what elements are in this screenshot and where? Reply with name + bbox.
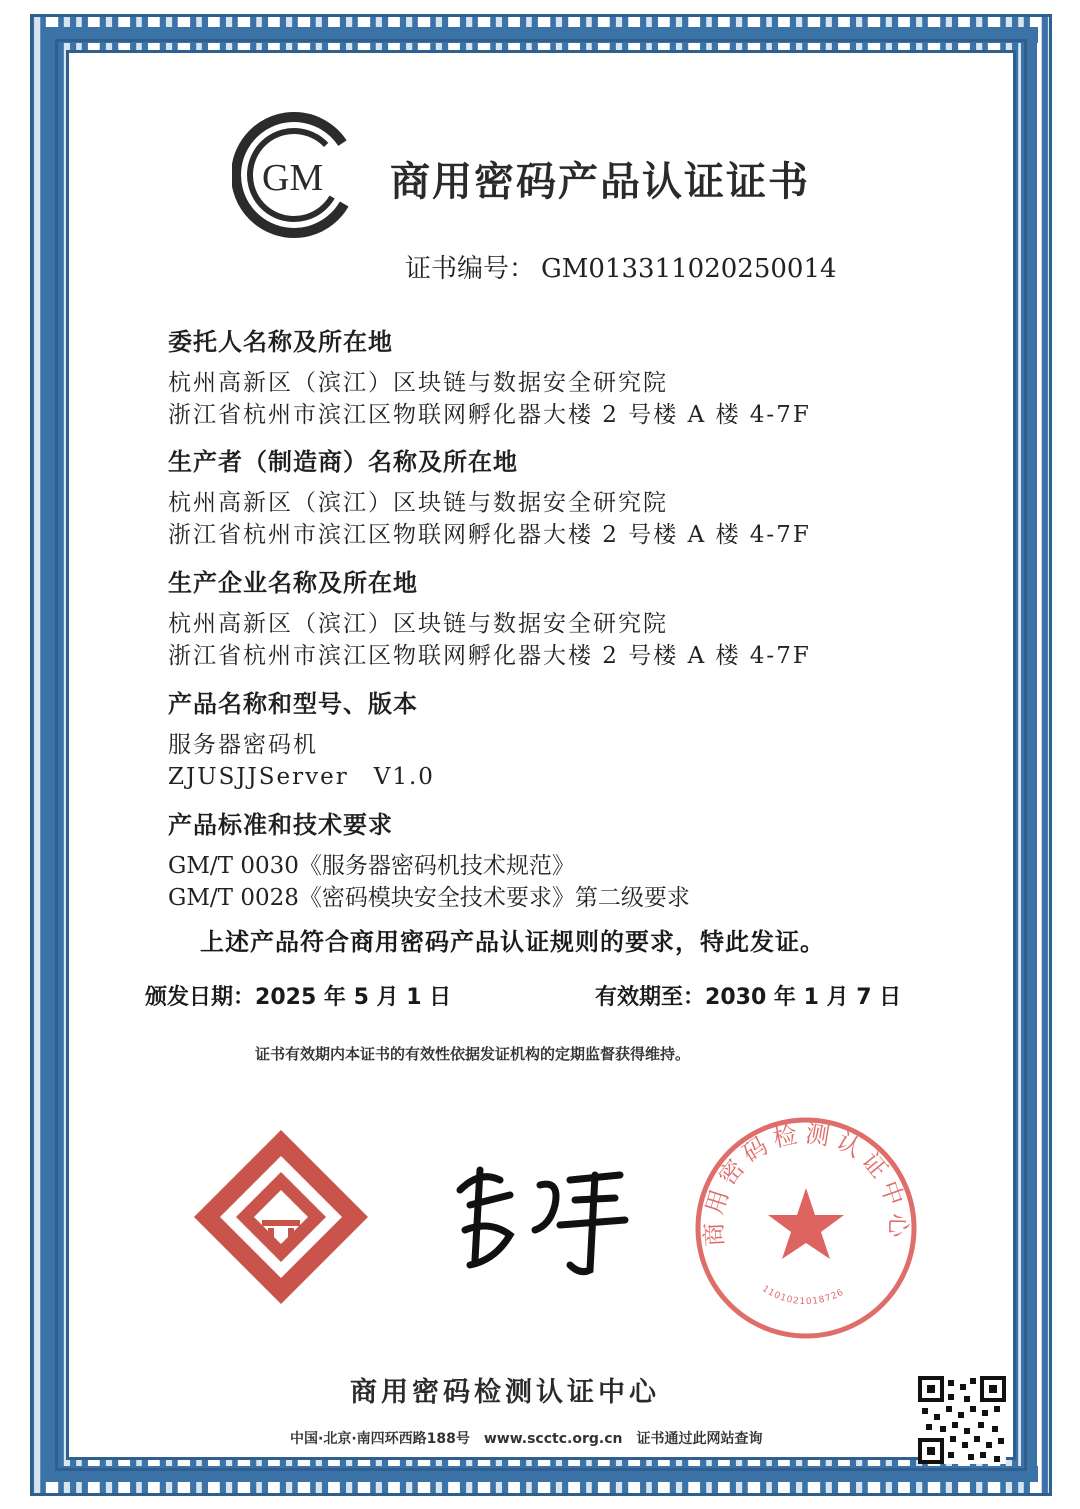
section-production-company bbox=[168, 563, 928, 672]
valid-until-date bbox=[595, 980, 901, 1011]
cert-no-value: GM013311020250014 bbox=[541, 254, 837, 284]
issue-date-value: 2025 年 5 月 1 日 bbox=[255, 985, 452, 1010]
section-heading: 生产企业名称及所在地 bbox=[168, 569, 418, 597]
section-heading: 生产者（制造商）名称及所在地 bbox=[168, 448, 518, 476]
official-seal-icon bbox=[690, 1112, 922, 1344]
section-manufacturer bbox=[168, 442, 928, 551]
section-line: 杭州高新区（滨江）区块链与数据安全研究院 bbox=[168, 370, 668, 396]
section-client bbox=[168, 322, 928, 431]
certificate-title: 商用密码产品认证证书 bbox=[390, 159, 810, 205]
issuing-authority: 商用密码检测认证中心 bbox=[350, 1377, 660, 1408]
handwritten-signature bbox=[440, 1150, 640, 1280]
section-line: 浙江省杭州市滨江区物联网孵化器大楼 2 号楼 A 楼 4-7F bbox=[168, 522, 811, 548]
gm-logo-icon bbox=[232, 110, 378, 240]
footer-address: 中国·北京·南四环西路188号 bbox=[290, 1431, 470, 1447]
section-product bbox=[168, 684, 928, 793]
certificate-number bbox=[405, 248, 837, 285]
certification-emblem-icon bbox=[192, 1128, 370, 1306]
valid-date-label: 有效期至： bbox=[595, 985, 706, 1010]
section-line: ZJUSJJServer V1.0 bbox=[168, 764, 435, 790]
footer-query-text: 证书通过此网站查询 bbox=[636, 1431, 763, 1447]
section-line: 杭州高新区（滨江）区块链与数据安全研究院 bbox=[168, 490, 668, 516]
svg-text:GM: GM bbox=[262, 157, 324, 199]
section-heading: 产品标准和技术要求 bbox=[168, 811, 393, 839]
section-heading: 产品名称和型号、版本 bbox=[168, 690, 418, 718]
compliance-statement: 上述产品符合商用密码产品认证规则的要求，特此发证。 bbox=[200, 928, 825, 956]
section-line: 杭州高新区（滨江）区块链与数据安全研究院 bbox=[168, 611, 668, 637]
qr-code-icon[interactable] bbox=[918, 1376, 1006, 1464]
svg-text:商用密码检测认证中心: 商用密码检测认证中心 bbox=[699, 1119, 913, 1248]
section-line: 浙江省杭州市滨江区物联网孵化器大楼 2 号楼 A 楼 4-7F bbox=[168, 402, 811, 428]
section-line: GM/T 0028《密码模块安全技术要求》第二级要求 bbox=[168, 885, 690, 911]
footer-website[interactable]: www.scctc.org.cn bbox=[483, 1431, 623, 1447]
section-heading: 委托人名称及所在地 bbox=[168, 328, 393, 356]
valid-date-value: 2030 年 1 月 7 日 bbox=[705, 985, 902, 1010]
issue-date-label: 颁发日期： bbox=[145, 985, 256, 1010]
cert-no-label: 证书编号： bbox=[405, 254, 536, 284]
section-line: GM/T 0030《服务器密码机技术规范》 bbox=[168, 853, 575, 879]
section-standards bbox=[168, 805, 928, 914]
issue-date bbox=[145, 980, 451, 1011]
validity-note: 证书有效期内本证书的有效性依据发证机构的定期监督获得维持。 bbox=[255, 1045, 691, 1063]
footer bbox=[290, 1428, 776, 1448]
svg-text:1101021018726: 1101021018726 bbox=[760, 1284, 847, 1308]
section-line: 服务器密码机 bbox=[168, 732, 318, 758]
section-line: 浙江省杭州市滨江区物联网孵化器大楼 2 号楼 A 楼 4-7F bbox=[168, 643, 811, 669]
